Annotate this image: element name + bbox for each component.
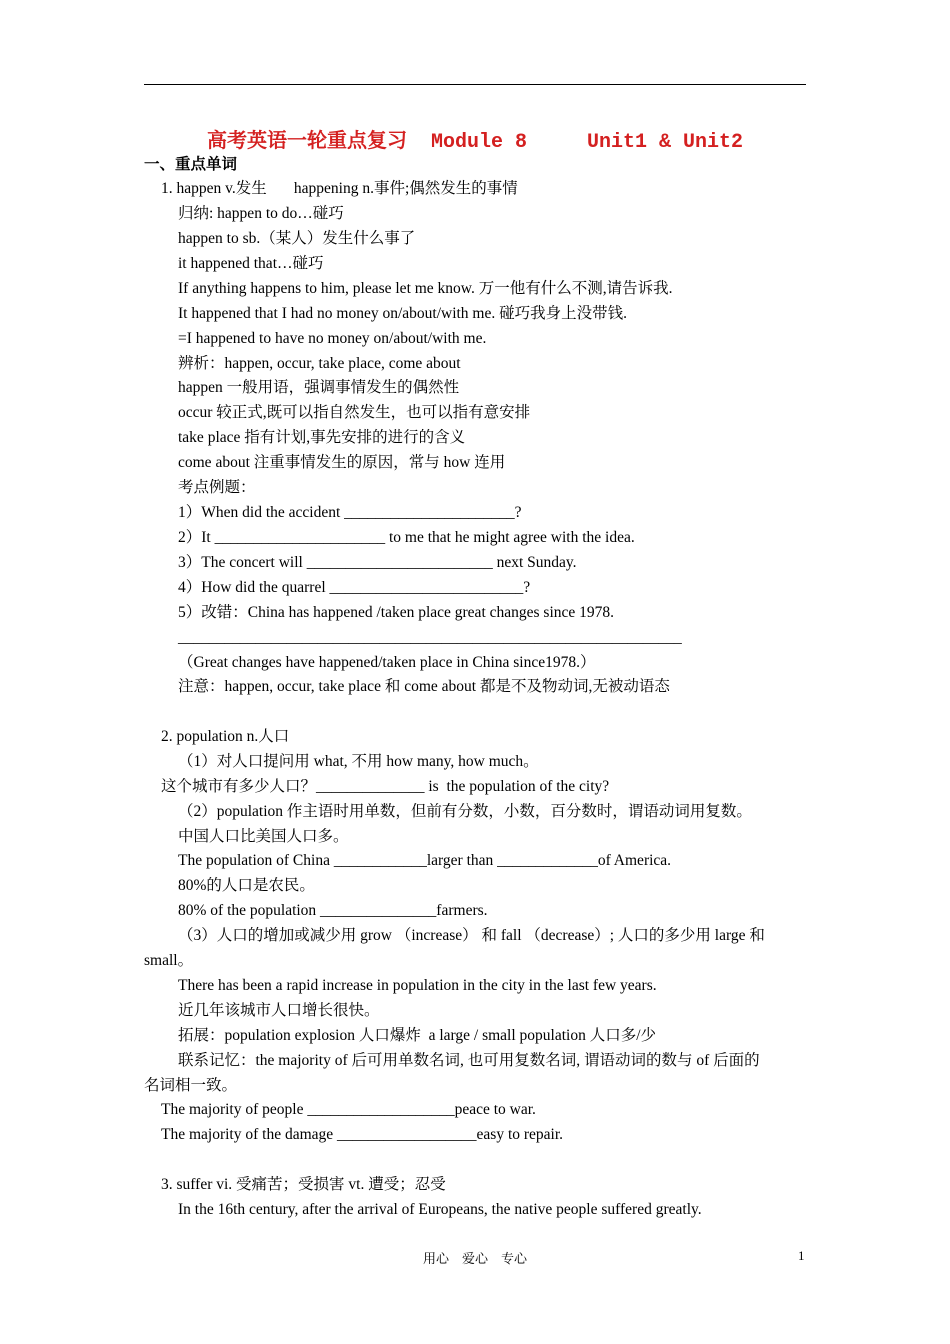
item2-line: 80%的人口是农民。 xyxy=(178,877,315,894)
item1-line: take place 指有计划,事先安排的进行的含义 xyxy=(178,429,466,446)
item3-heading: 3. suffer vi. 受痛苦；受损害 vt. 遭受；忍受 xyxy=(161,1176,446,1193)
note-line: 注意：happen, occur, take place 和 come about 都是不及物动词,无被动语态 xyxy=(178,678,670,695)
item2-line: （2）population 作主语时用单数，但前有分数，小数，百分数时，谓语动词用复数。 xyxy=(178,803,752,820)
exercise-line: 1）When did the accident ______________________? xyxy=(178,504,522,521)
answer-blank-line: _________________________________________________________________ xyxy=(178,629,682,646)
item1-line: happen 一般用语，强调事情发生的偶然性 xyxy=(178,379,460,396)
item1-line: come about 注重事情发生的原因，常与 how 连用 xyxy=(178,454,506,471)
item2-heading: 2. population n.人口 xyxy=(161,728,290,745)
page-number: 1 xyxy=(798,1248,805,1263)
item1-line: 考点例题： xyxy=(178,479,256,496)
item2-line: small。 xyxy=(144,952,194,969)
section-heading-key-words: 一、重点单词 xyxy=(144,156,238,173)
item1-line: it happened that…碰巧 xyxy=(178,255,324,272)
item1-line: =I happened to have no money on/about/with me. xyxy=(178,330,487,347)
item1-line: occur 较正式,既可以指自然发生，也可以指有意安排 xyxy=(178,404,531,421)
answer-line: （Great changes have happened/taken place in China since1978.） xyxy=(178,654,596,671)
exercise-line: 3）The concert will ________________________ next Sunday. xyxy=(178,554,577,571)
document-title: 高考英语一轮重点复习 Module 8 Unit1 & Unit2 xyxy=(206,131,744,154)
item3-line: In the 16th century, after the arrival of Europeans, the native people suffered greatly. xyxy=(178,1201,702,1218)
item1-line: It happened that I had no money on/about/with me. 碰巧我身上没带钱. xyxy=(178,305,627,322)
item2-line: 联系记忆：the majority of 后可用单数名词, 也可用复数名词, 谓语动词的数与 of 后面的 xyxy=(178,1052,760,1069)
page-footer: 用心 爱心 专心 xyxy=(422,1251,527,1266)
item2-line: 近几年该城市人口增长很快。 xyxy=(178,1002,380,1019)
item1-line: If anything happens to him, please let me know. 万一他有什么不测,请告诉我. xyxy=(178,280,673,297)
item2-line: There has been a rapid increase in population in the city in the last few years. xyxy=(178,977,657,994)
header-rule xyxy=(144,84,806,85)
exercise-line: The majority of people ___________________peace to war. xyxy=(161,1101,536,1118)
item1-heading: 1. happen v.发生 happening n.事件;偶然发生的事情 xyxy=(161,180,518,197)
exercise-line: 2）It ______________________ to me that he might agree with the idea. xyxy=(178,529,635,546)
item2-line: 拓展：population explosion 人口爆炸 a large / small population 人口多/少 xyxy=(178,1027,657,1044)
exercise-line: The majority of the damage __________________easy to repair. xyxy=(161,1126,564,1143)
item1-line: happen to sb.（某人）发生什么事了 xyxy=(178,230,416,247)
exercise-line: 5）改错：China has happened /taken place great changes since 1978. xyxy=(178,604,615,621)
item2-line: 名词相一致。 xyxy=(144,1077,238,1094)
exercise-line: 4）How did the quarrel _________________________? xyxy=(178,579,531,596)
item2-line: （1）对人口提问用 what, 不用 how many, how much。 xyxy=(178,753,539,770)
item2-line: The population of China ____________larger than _____________of America. xyxy=(178,852,672,869)
item2-line: （3）人口的增加或减少用 grow （increase） 和 fall （decrease）; 人口的多少用 large 和 xyxy=(178,927,765,944)
item2-line: 这个城市有多少人口？______________ is the population of the city? xyxy=(161,778,610,795)
item2-line: 中国人口比美国人口多。 xyxy=(178,828,349,845)
item1-line: 辨析：happen, occur, take place, come about xyxy=(178,355,461,372)
item2-line: 80% of the population _______________farmers. xyxy=(178,902,488,919)
item1-line: 归纳: happen to do…碰巧 xyxy=(178,205,344,222)
